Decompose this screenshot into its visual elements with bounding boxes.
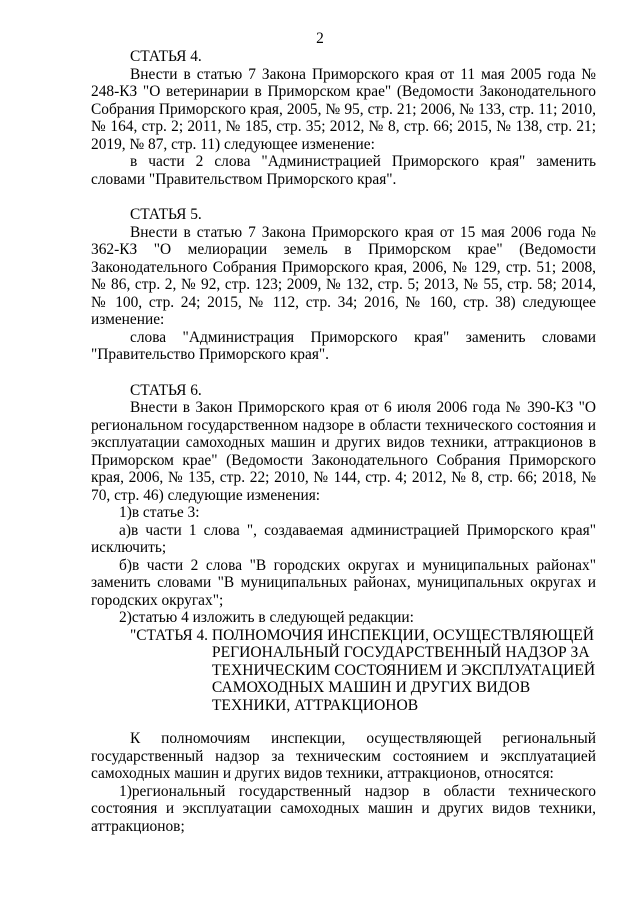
power-item-1: 1)региональный государственный надзор в области технического состояния и эксплуатации самоходных машин и других видов техники, аттракционов; bbox=[91, 782, 596, 835]
article-6-item-1a: а)в части 1 слова ", создаваемая администрацией Приморского края" исключить; bbox=[91, 521, 596, 556]
article-4 bbox=[91, 48, 596, 188]
article-6 bbox=[91, 382, 596, 836]
article-5-body: Внести в статью 7 Закона Приморского края от 15 мая 2006 года № 362-КЗ "О мелиорации земель в Приморском крае" (Ведомости Законодательного Собрания Приморского края, 2006, № 129, стр. 51; 2008, № 86, стр. 2, № 92, стр. 123; 2009, № 132, стр. 5; 2013, № 55, стр. 58; 2014, № 100, стр. 24; 2015, № 112, стр. 34; 2016, № 160, стр. 38) следующее изменение: bbox=[91, 223, 596, 328]
article-4-heading: СТАТЬЯ 4. bbox=[130, 48, 202, 65]
article-6-item-1b: б)в части 2 слова "В городских округах и муниципальных районах" заменить словами "В муниципальных районах, муниципальных округах и городских округах"; bbox=[91, 556, 596, 609]
new-article-title: ПОЛНОМОЧИЯ ИНСПЕКЦИИ, ОСУЩЕСТВЛЯЮЩЕЙ РЕГИОНАЛЬНЫЙ ГОСУДАРСТВЕННЫЙ НАДЗОР ЗА ТЕХНИЧЕСКИМ СОСТОЯНИЕМ И ЭКСПЛУАТАЦИЕЙ САМОХОДНЫХ МАШИН И ДРУГИХ ВИДОВ ТЕХНИКИ, АТТРАКЦИОНОВ bbox=[211, 626, 596, 714]
page-number: 2 bbox=[316, 30, 324, 47]
article-6-heading: СТАТЬЯ 6. bbox=[130, 381, 202, 399]
article-4-change: в части 2 слова "Администрацией Приморского края" заменить словами "Правительством Приморского края". bbox=[91, 153, 596, 188]
article-6-item-1: 1)в статье 3: bbox=[119, 504, 200, 521]
article-6-body: Внести в Закон Приморского края от 6 июля 2006 года № 390-КЗ "О региональном государственном надзоре в области технического состояния и эксплуатации самоходных машин и других видов техники, аттракционов в Приморском крае" (Ведомости Законодательного Собрания Приморского края, 2006, № 135, стр. 22; 2010, № 144, стр. 4; 2012, № 8, стр. 66; 2018, № 70, стр. 46) следующие изменения: bbox=[91, 399, 596, 504]
powers-intro: К полномочиям инспекции, осуществляющей региональный государственный надзор за техническим состоянием и эксплуатацией самоходных машин и других видов техники, аттракционов, относятся: bbox=[91, 730, 596, 782]
new-article-label: "СТАТЬЯ 4. bbox=[130, 626, 209, 644]
new-article-heading bbox=[130, 627, 596, 715]
article-5 bbox=[91, 206, 596, 364]
article-5-heading: СТАТЬЯ 5. bbox=[130, 206, 202, 223]
document-body bbox=[91, 48, 596, 835]
article-5-change: слова "Администрация Приморского края" заменить словами "Правительство Приморского края". bbox=[91, 328, 596, 363]
article-6-item-2: 2)статью 4 изложить в следующей редакции: bbox=[119, 609, 414, 626]
article-4-body: Внести в статью 7 Закона Приморского края от 11 мая 2005 года № 248-КЗ "О ветеринарии в Приморском крае" (Ведомости Законодательного Собрания Приморского края, 2005, № 95, стр. 21; 2006, № 133, стр. 11; 2010, № 164, стр. 2; 2011, № 185, стр. 35; 2012, № 8, стр. 66; 2015, № 138, стр. 21; 2019, № 87, стр. 11) следующее изменение: bbox=[91, 65, 596, 153]
